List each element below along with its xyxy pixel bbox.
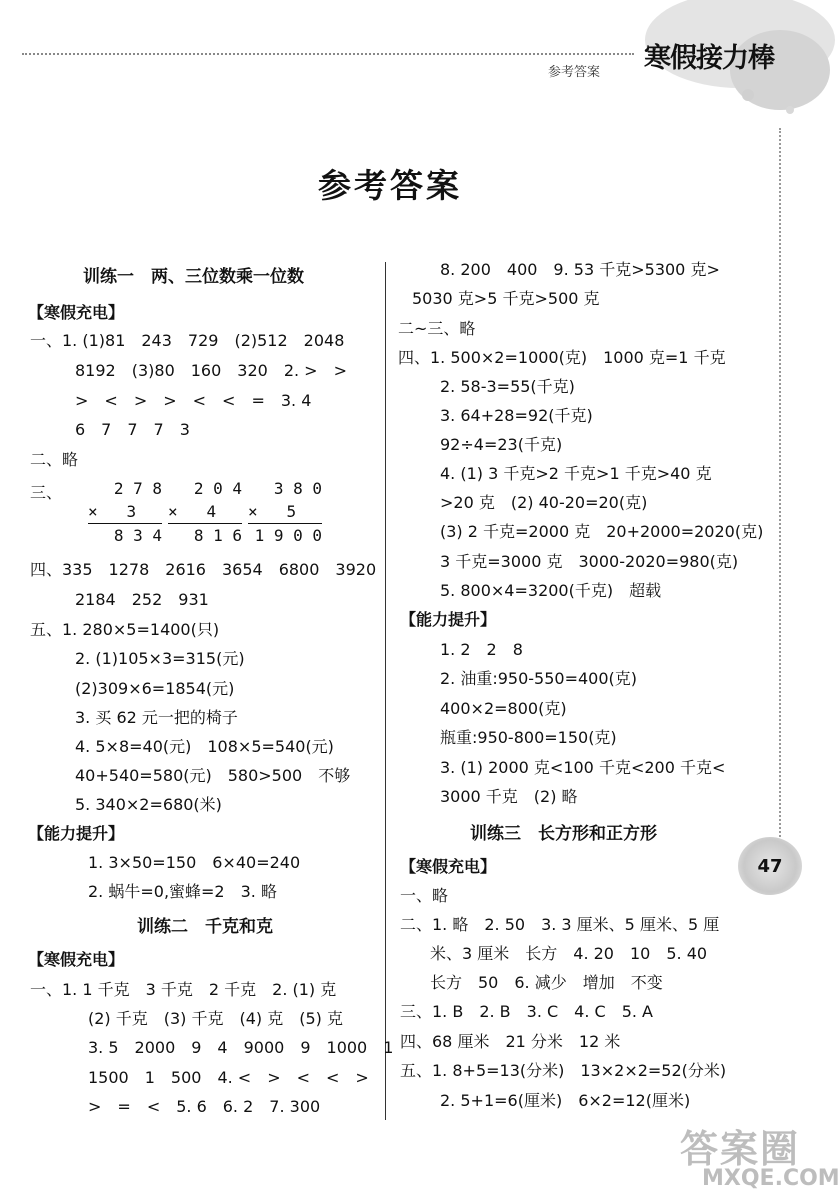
brand-title: 寒假接力棒 [644, 43, 774, 74]
answer-line: 4. (1) 3 千克>2 千克>1 千克>40 克 [440, 464, 712, 483]
mult-mid: × 5 [248, 502, 297, 521]
header-section-label: 参考答案 [548, 65, 601, 80]
mult-top: 2 0 4 [193, 479, 242, 498]
watermark-logo: 答案圈 [680, 1127, 801, 1171]
answer-line: 4. 5×8=40(元) 108×5=540(元) [75, 737, 334, 756]
answer-line: 3. 5 2000 9 4 9000 9 1000 1 [88, 1038, 394, 1057]
multiplication-1 [88, 477, 162, 547]
answer-line: 40+540=580(元) 580>500 不够 [75, 766, 351, 785]
answer-line: 2. (1)105×3=315(元) [75, 649, 245, 668]
multiplication-2 [168, 477, 242, 547]
answer-line: (3) 2 千克=2000 克 20+2000=2020(克) [440, 522, 764, 541]
answer-line: 二、略 [30, 450, 79, 469]
answer-line: 五、1. 280×5=1400(只) [30, 620, 220, 639]
answer-line: 米、3 厘米 长方 4. 20 10 5. 40 [430, 944, 708, 963]
answer-line: 3 千克=3000 克 3000-2020=980(克) [440, 552, 739, 571]
answer-line: 3. (1) 2000 克<100 千克<200 千克< [440, 758, 726, 777]
section-tag: 【能力提升】 [28, 824, 125, 843]
page-title: 参考答案 [318, 166, 462, 205]
answer-line: 2. 油重:950-550=400(克) [440, 669, 638, 688]
brand-logo [630, 0, 825, 118]
mult-top: 3 8 0 [273, 479, 322, 498]
answer-line: 2. 58-3=55(千克) [440, 377, 575, 396]
mult-result: 8 1 6 [193, 526, 242, 545]
answer-line: > = < 5. 6 6. 2 7. 300 [88, 1097, 321, 1116]
answer-line: >20 克 (2) 40-20=20(克) [440, 493, 648, 512]
mult-result: 8 3 4 [113, 526, 162, 545]
watermark [680, 1118, 840, 1196]
answer-line: 2184 252 931 [75, 590, 209, 609]
answer-line: 8192 (3)80 160 320 2. > > [75, 361, 347, 380]
answer-line: 3. 买 62 元一把的椅子 [75, 708, 238, 727]
answer-line: 一、1. 1 千克 3 千克 2 千克 2. (1) 克 [30, 980, 337, 999]
section-title-2: 训练二 千克和克 [137, 917, 273, 937]
watermark-url: MXQE.COM [702, 1166, 840, 1191]
answer-line: 1500 1 500 4. < > < < > [88, 1068, 369, 1087]
mult-mid: × 3 [88, 502, 137, 521]
page-number-badge: 47 [738, 837, 802, 895]
answer-line: 3. 64+28=92(千克) [440, 406, 593, 425]
answer-line: (2) 千克 (3) 千克 (4) 克 (5) 克 [88, 1009, 344, 1028]
answer-line: 5030 克>5 千克>500 克 [412, 289, 600, 308]
column-divider [385, 262, 386, 1120]
answer-line: 四、335 1278 2616 3654 6800 3920 [30, 560, 377, 579]
answer-line: 3000 千克 (2) 略 [440, 787, 578, 806]
answer-line: 五、1. 8+5=13(分米) 13×2×2=52(分米) [400, 1061, 727, 1080]
answer-line-prefix: 三、 [30, 483, 63, 502]
answer-line: 400×2=800(克) [440, 699, 567, 718]
mult-result: 1 9 0 0 [254, 526, 322, 545]
section-tag: 【寒假充电】 [28, 303, 125, 322]
answer-line: (2)309×6=1854(元) [75, 679, 235, 698]
answer-line: 二、1. 略 2. 50 3. 3 厘米、5 厘米、5 厘 [400, 915, 720, 934]
margin-dotted-rule [779, 128, 781, 848]
answer-line: 瓶重:950-800=150(克) [440, 728, 617, 747]
answer-line: 一、1. (1)81 243 729 (2)512 2048 [30, 331, 345, 350]
answer-line: 一、略 [400, 886, 449, 905]
answer-line: 三、1. B 2. B 3. C 4. C 5. A [400, 1002, 654, 1021]
answer-line: > < > > < < = 3. 4 [75, 391, 312, 410]
answer-line: 1. 3×50=150 6×40=240 [88, 853, 301, 872]
answer-line: 四、68 厘米 21 分米 12 米 [400, 1032, 621, 1051]
multiplication-3 [248, 477, 322, 547]
answer-line: 2. 蜗牛=0,蜜蜂=2 3. 略 [88, 882, 277, 901]
header-dotted-rule [22, 53, 634, 55]
answer-line: 长方 50 6. 减少 增加 不变 [430, 973, 663, 992]
answer-line: 5. 800×4=3200(千克) 超载 [440, 581, 662, 600]
answer-line: 四、1. 500×2=1000(克) 1000 克=1 千克 [398, 348, 726, 367]
mult-top: 2 7 8 [113, 479, 162, 498]
section-title-1: 训练一 两、三位数乘一位数 [83, 267, 304, 287]
answer-line: 6 7 7 7 3 [75, 420, 190, 439]
section-tag: 【能力提升】 [400, 610, 497, 629]
answer-line: 92÷4=23(千克) [440, 435, 563, 454]
answer-line: 二~三、略 [398, 319, 476, 338]
answer-line: 1. 2 2 8 [440, 640, 523, 659]
section-title-3: 训练三 长方形和正方形 [470, 824, 657, 844]
answer-line: 8. 200 400 9. 53 千克>5300 克> [440, 260, 720, 279]
section-tag: 【寒假充电】 [400, 857, 497, 876]
section-tag: 【寒假充电】 [28, 950, 125, 969]
answer-line: 5. 340×2=680(米) [75, 795, 222, 814]
answer-line: 2. 5+1=6(厘米) 6×2=12(厘米) [440, 1091, 691, 1110]
mult-mid: × 4 [168, 502, 217, 521]
